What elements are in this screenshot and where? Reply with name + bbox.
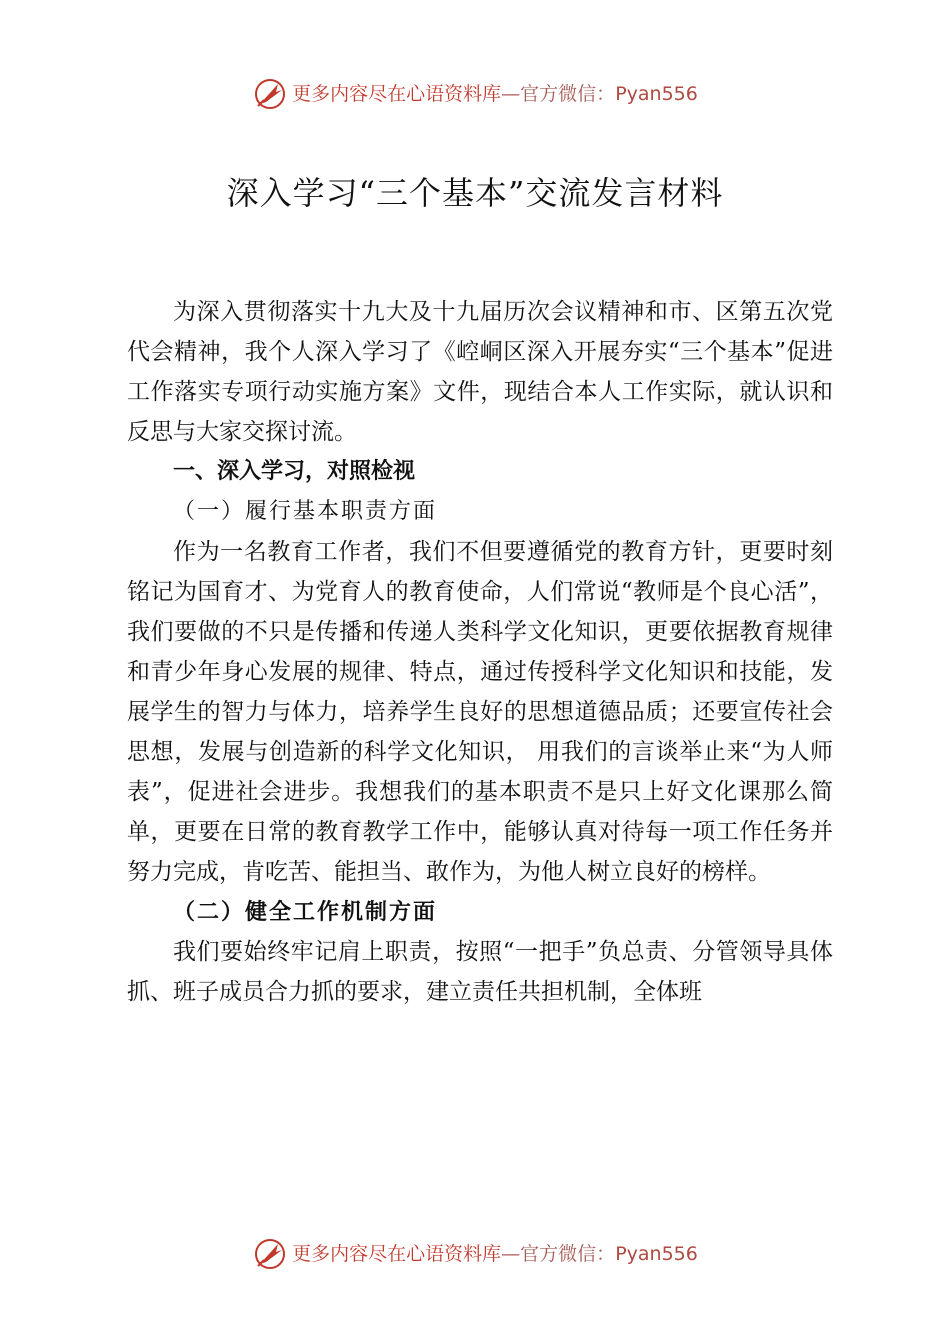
subsection-heading-1: （一）履行基本职责方面 [173, 499, 438, 524]
subsection-heading-2: （二）健全工作机制方面 [173, 899, 438, 925]
body-paragraph-2: 我们要始终牢记肩上职责，按照“一把手”负总责、分管领导具体抓、班子成员合力抓的要求，建立责任共担机制，全体班 [127, 939, 833, 1005]
banner-red-text: 更多内容尽在心语资料库 [292, 1242, 502, 1265]
footer-banner [0, 1232, 950, 1276]
banner-red-text: 更多内容尽在心语资料库 [292, 82, 502, 105]
feather-quill-logo-icon [252, 1236, 288, 1272]
banner-wechat-id: Pyan556 [615, 82, 698, 105]
body-paragraph-1: 作为一名教育工作者，我们不但要遵循党的教育方针，更要时刻铭记为国育才、为党育人的教育使命，人们常说“教师是个良心活”，我们要做的不只是传播和传递人类科学文化知识，更要依据教育规律和青少年身心发展的规律、特点，通过传授科学文化知识和技能，发展学生的智力与体力，培养学生良好的思想道德品质；还要宣传社会思想，发展与创造新的科学文化知识， 用我们的言谈举止来“为人师表”，促进社会进步。我想我们的基本职责不是只上好文化课那么简单，更要在日常的教育教学工作中，能够认真对待每一项工作任务并努力完成，肯吃苦、能担当、敢作为，为他人树立良好的榜样。 [127, 539, 833, 885]
document-body [127, 292, 833, 1012]
section-heading-1: 一、深入学习，对照检视 [173, 459, 416, 484]
header-banner [0, 72, 950, 116]
banner-wechat-id: Pyan556 [615, 1242, 698, 1265]
banner-grey-text: —官方微信： [501, 82, 616, 105]
document-title: 深入学习“三个基本”交流发言材料 [226, 174, 724, 212]
intro-paragraph: 为深入贯彻落实十九大及十九届历次会议精神和市、区第五次党代会精神，我个人深入学习了《崆峒区深入开展夯实“三个基本”促进工作落实专项行动实施方案》文件，现结合本人工作实际，就认识和反思与大家交探讨流。 [127, 299, 833, 445]
feather-quill-logo-icon [252, 76, 288, 112]
banner-grey-text: —官方微信： [501, 1242, 616, 1265]
